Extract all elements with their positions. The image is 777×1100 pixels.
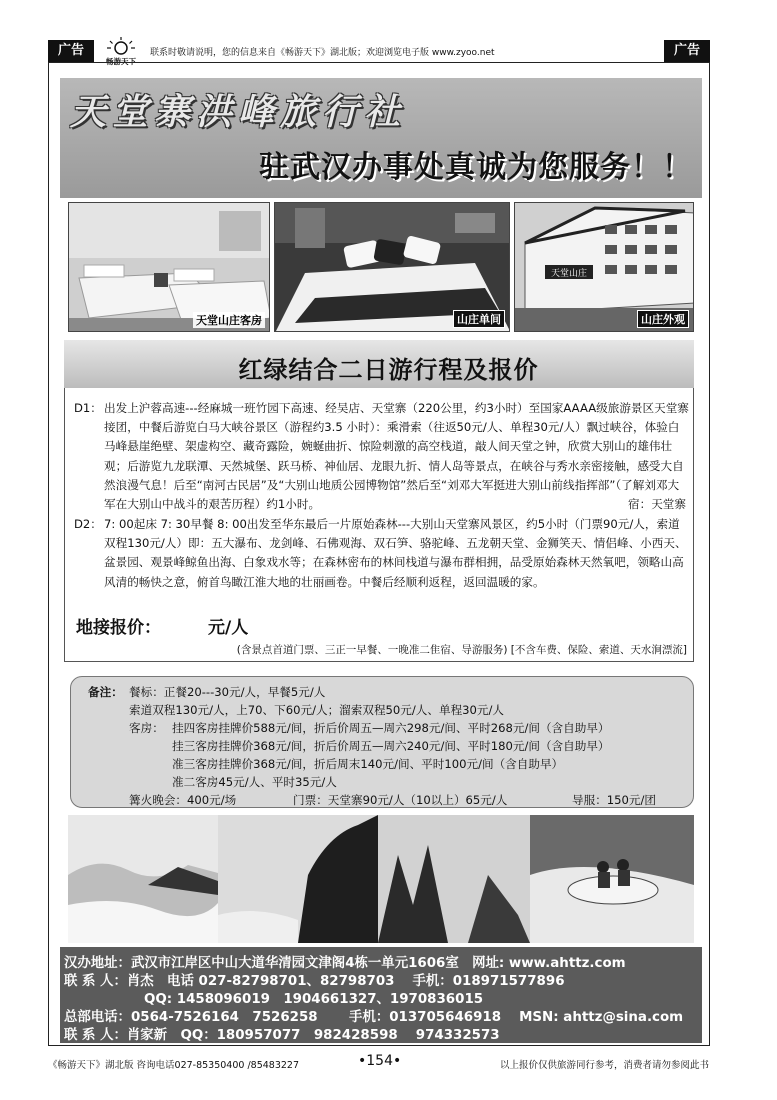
day2-text: 7: 00起床 7: 30早餐 8: 00出发至华东最后一片原始森林---大别山天堂寨风景区，约5小时（门票90元/人，索道双程130元/人）即：五大瀑布、龙剑峰、石佛观海、双石笋、骆驼峰、五龙朝天堂、金狮笑天、情侣峰、小西天、盆景园、观景峰鲸鱼出海、白象戏水等；在森林密布的林间栈道与瀑布群相拥，品受原始森林天然氧吧，领略山高风清的畅快之意，俯首鸟瞰江淮大地的壮丽画卷。中餐后经顺利返程，返回温暖的家。 (104, 517, 687, 589)
day2-label: D2： (74, 517, 102, 531)
footer-left: 《畅游天下》湖北版 咨询电话027-85350400 /85483227 (48, 1060, 300, 1071)
note-ticket: 门票：天堂寨90元/人（10以上）65元/人 (293, 793, 508, 807)
day1-stay: 宿：天堂寨 (628, 497, 686, 511)
note-meal: 餐标：正餐20---30元/人，早餐5元/人 (129, 685, 326, 699)
photo-caption: 天堂山庄客房 (193, 312, 265, 328)
photo-caption: 山庄单间 (453, 310, 505, 328)
note-guide: 导服：150元/团 (572, 793, 657, 807)
day2-block (74, 515, 690, 615)
slogan: 驻武汉办事处真诚为您服务！！ (259, 150, 693, 185)
note-room2: 挂三客房挂牌价368元/间，折后价周五—周六240元/间、平时180元/间（含自助早） (172, 739, 610, 753)
landscape-strip (68, 815, 694, 943)
photo-guest-room (68, 202, 270, 332)
note-ropeway: 索道双程130元/人，上70、下60元/人；溜索双程50元/人、单程30元/人 (129, 703, 505, 717)
ad-tag-left: 广告 (48, 40, 94, 62)
logo-text: 畅游天下 (106, 57, 136, 66)
page-number: •154• (358, 1053, 402, 1069)
building-sign-text: 天堂山庄 (550, 269, 588, 279)
footer-right: 以上报价仅供旅游同行参考，消费者请勿参阅此书 (499, 1060, 709, 1071)
contact-address: 汉办地址：武汉市江岸区中山大道华清园文津阁4栋一单元1606室 网址: www.ahttz.com (64, 956, 626, 971)
note-bonfire: 篝火晚会：400元/场 (129, 793, 237, 807)
contact-person2: 联 系 人：肖家新 QQ：180957077 982428598 974332573 (64, 1028, 500, 1043)
company-name: 天堂寨洪峰旅行社 (70, 91, 407, 133)
header-notice: 联系时敬请说明，您的信息来自《畅游天下》湖北版；欢迎浏览电子版 www.zyoo.net (150, 48, 495, 58)
note-room4: 准二客房45元/人、平时35元/人 (172, 775, 337, 789)
price-value: 元/人 (208, 618, 249, 638)
price-label: 地接报价： (76, 618, 161, 638)
price-note: (含景点首道门票、三正一早餐、一晚准二隹宿、导游服务) [不含车费、保险、索道、天水涧漂流] (236, 644, 687, 656)
note-room-label: 客房： (129, 721, 164, 735)
contact-qq: QQ: 1458096019 1904661327、1970836015 (144, 992, 484, 1007)
itinerary-title: 红绿结合二日游行程及报价 (238, 356, 539, 384)
contact-hq: 总部电话：0564-7526164 7526258 手机：013705646918 MSN: ahttz@sina.com (64, 1010, 684, 1025)
landscape-images (68, 815, 694, 943)
photo-single-room (274, 202, 510, 332)
photo-exterior (514, 202, 694, 332)
day1-block (74, 399, 690, 517)
ad-tag-right: 广告 (664, 40, 710, 62)
day1-text: 出发上沪蓉高速---经麻城一班竹园下高速、经吴店、天堂寨（220公里，约3小时）至国家AAAA级旅游景区天堂寨接团，中餐后游览白马大峡谷景区（游程约3.5 小时）：乘滑索（往返50元/人、单程30元/人）飘过峡谷，体验白马峰悬崖绝壁、架虚构空、藏奇露险，婉蜒曲折、惊险刺激的高空栈道，敲人间天堂之钟，欣赏大别山的雄伟壮观；后游览九龙联潭、天然城堡、跃马桥、神仙居、龙眼九折、情人岛等景点，在峡谷与秀水亲密接触，感受大自然浪漫气息！后至“南河古民居”及“大别山地质公园博物馆”然后至“刘邓大军挺进大别山前线指挥部”（了解刘邓大军在大别山中战斗的艰苦历程）约1小时。 (104, 401, 689, 512)
note-room1: 挂四客房挂牌价588元/间，折后价周五—周六298元/间、平时268元/间（含自助早） (172, 721, 610, 735)
contact-person: 联 系 人：肖杰 电话 027-82798701、82798703 手机：018971577896 (64, 974, 565, 989)
note-room3: 准三客房挂牌价368元/间，折后周末140元/间、平时100元/间（含自助早） (172, 757, 564, 771)
day1-label: D1： (74, 401, 102, 415)
notes-label: 备注： (88, 685, 123, 699)
photo-caption: 山庄外观 (637, 310, 689, 328)
